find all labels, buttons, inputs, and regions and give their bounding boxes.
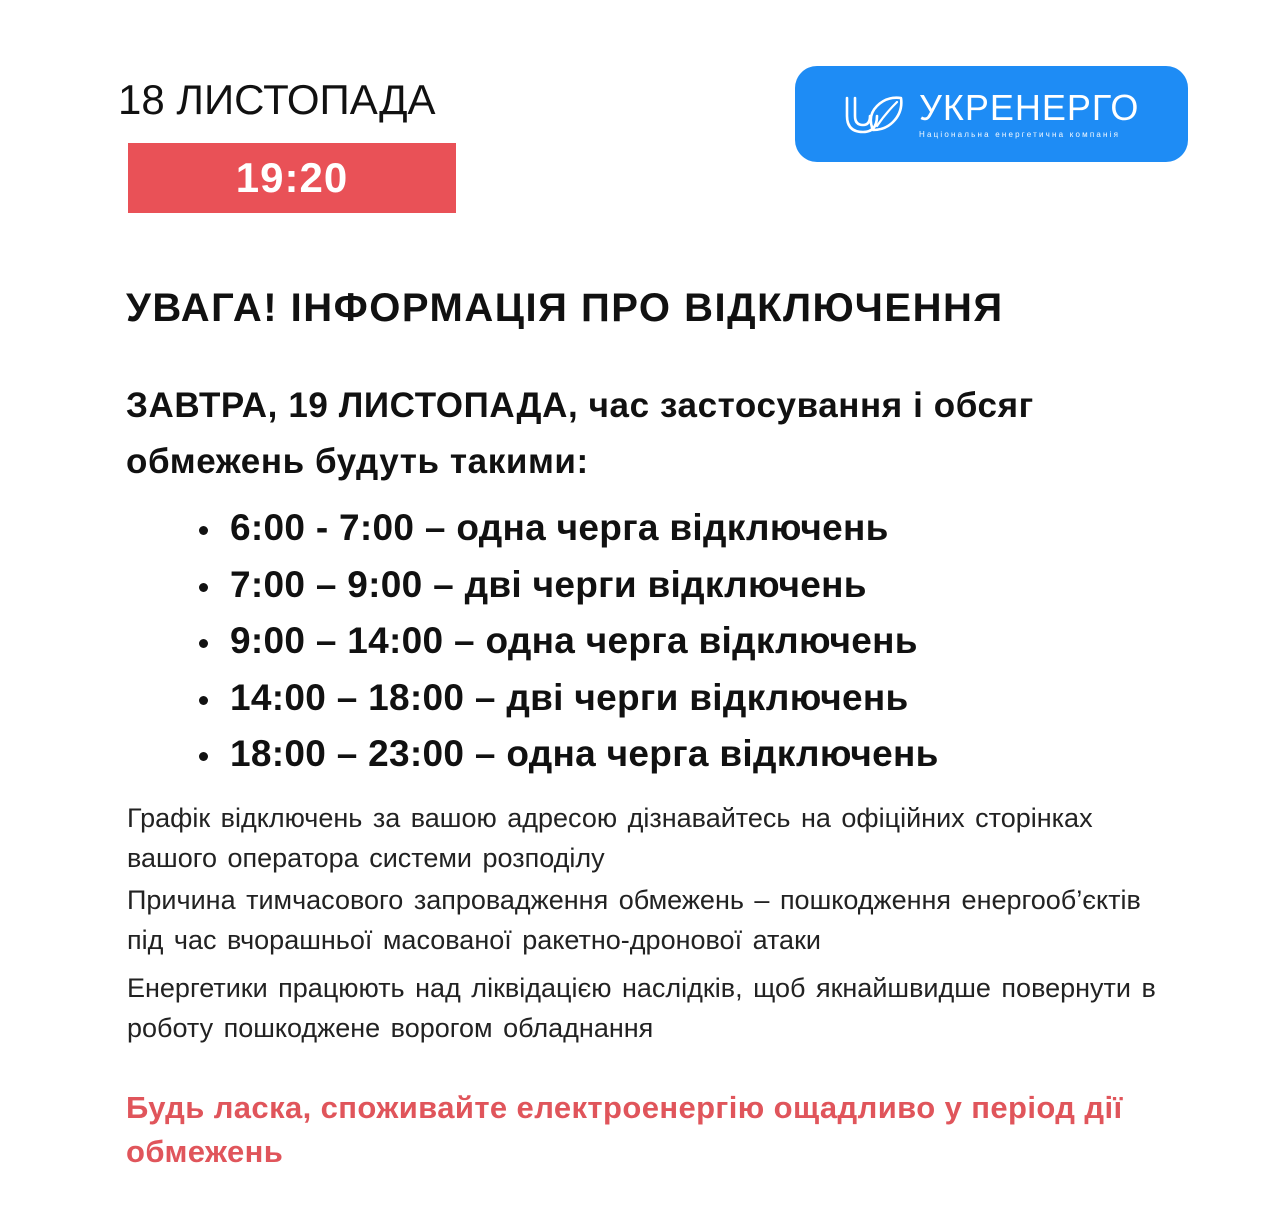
schedule-item: 14:00 – 18:00 – дві черги відключень [196, 670, 939, 727]
info-paragraph-repairs: Енергетики працюють над ліквідацією наслідків, щоб якнайшвидше повернути в роботу пошкоджене ворогом обладнання [127, 973, 1156, 1043]
date-label: 18 ЛИСТОПАДА [118, 76, 436, 123]
logo-tagline: Національна енергетична компанія [919, 130, 1121, 139]
schedule-item: 18:00 – 23:00 – одна черга відключень [196, 726, 939, 783]
schedule-item: 6:00 - 7:00 – одна черга відключень [196, 500, 939, 557]
info-paragraph-reason: Причина тимчасового запровадження обмежень – пошкодження енергооб’єктів під час вчорашньої масованої ракетно-дронової атаки [127, 885, 1141, 955]
ukrenergo-logo-mark-icon [843, 92, 907, 138]
schedule-item: 9:00 – 14:00 – одна черга відключень [196, 613, 939, 670]
schedule-item: 7:00 – 9:00 – дві черги відключень [196, 557, 939, 614]
time-label: 19:20 [235, 154, 349, 201]
outage-schedule-list [196, 500, 939, 783]
logo-name: УКРЕНЕРГО [919, 87, 1140, 128]
appeal-text: Будь ласка, споживайте електроенергію ощадливо у період дії обмежень [126, 1090, 1123, 1169]
info-paragraph-schedule: Графік відключень за вашою адресою дізнавайтесь на офіційних сторінках вашого оператора системи розподілу [127, 803, 1093, 873]
time-badge [128, 143, 456, 213]
page-heading: УВАГА! ІНФОРМАЦІЯ ПРО ВІДКЛЮЧЕННЯ [126, 286, 1004, 330]
intro-text: ЗАВТРА, 19 ЛИСТОПАДА, час застосування і обсяг обмежень будуть такими: [126, 386, 1034, 481]
ukrenergo-logo [795, 66, 1188, 162]
